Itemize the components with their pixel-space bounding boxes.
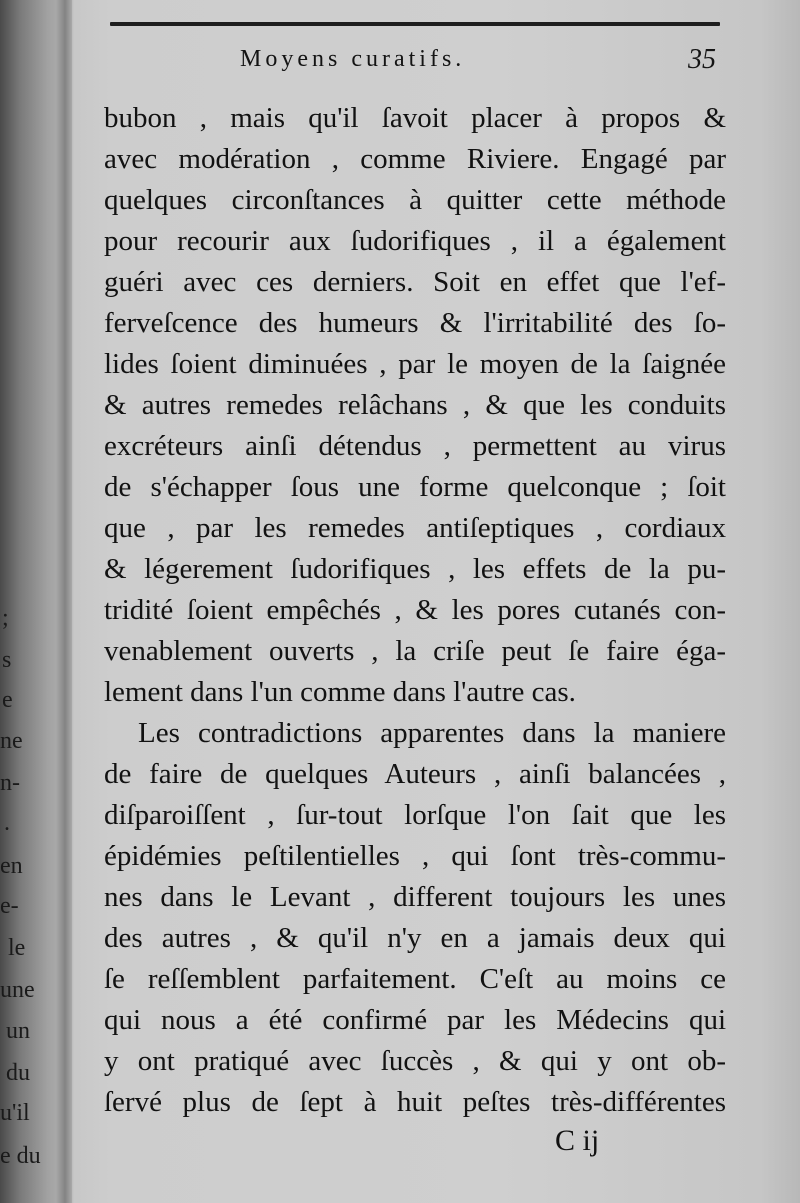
text-line: avec modération , comme Riviere. Engagé par bbox=[104, 143, 726, 175]
text-line: de s'échapper ſous une forme quelconque ; ſoit bbox=[104, 471, 726, 503]
text-line: nes dans le Levant , different toujours les unes bbox=[104, 881, 726, 913]
text-line: de faire de quelques Auteurs , ainſi balancées , bbox=[104, 758, 726, 790]
facing-page-fragment: le bbox=[8, 935, 26, 961]
text-line: venablement ouverts , la criſe peut ſe faire éga- bbox=[104, 635, 726, 667]
facing-page-fragment: e- bbox=[0, 893, 19, 919]
text-line: Les contradictions apparentes dans la maniere bbox=[138, 717, 726, 749]
text-line: guéri avec ces derniers. Soit en effet que l'ef- bbox=[104, 266, 726, 298]
text-line: lides ſoient diminuées , par le moyen de la ſaignée bbox=[104, 348, 726, 380]
text-line: ſe reſſemblent parfaitement. C'eſt au moins ce bbox=[104, 963, 726, 995]
text-line: & légerement ſudorifiques , les effets de la pu- bbox=[104, 553, 726, 585]
text-line: des autres , & qu'il n'y en a jamais deux qui bbox=[104, 922, 726, 954]
binding-fold-shadow bbox=[56, 0, 74, 1203]
text-line: qui nous a été confirmé par les Médecins qui bbox=[104, 1004, 726, 1036]
facing-page-fragment: e bbox=[2, 687, 13, 713]
page-number: 35 bbox=[688, 44, 716, 75]
text-line: quelques circonſtances à quitter cette méthode bbox=[104, 184, 726, 216]
text-line: diſparoiſſent , ſur-tout lorſque l'on ſait que les bbox=[104, 799, 726, 831]
header-rule bbox=[110, 22, 720, 26]
text-line: que , par les remedes antiſeptiques , cordiaux bbox=[104, 512, 726, 544]
facing-page-fragment: en bbox=[0, 853, 23, 879]
facing-page-fragment: s bbox=[2, 647, 12, 673]
text-line: y ont pratiqué avec ſuccès , & qui y ont ob- bbox=[104, 1045, 726, 1077]
facing-page-fragment: une bbox=[0, 977, 35, 1003]
facing-page-fragment: ne bbox=[0, 728, 23, 754]
facing-page-fragment: n- bbox=[0, 770, 20, 796]
facing-page-fragment: du bbox=[6, 1060, 30, 1086]
text-line: & autres remedes relâchans , & que les conduits bbox=[104, 389, 726, 421]
text-line: ſervé plus de ſept à huit peſtes très-différentes bbox=[104, 1086, 726, 1118]
facing-page-fragment: ; bbox=[2, 605, 9, 631]
text-line: épidémies peſtilentielles , qui ſont très-commu- bbox=[104, 840, 726, 872]
body-text bbox=[104, 98, 726, 1123]
text-line: excréteurs ainſi détendus , permettent au virus bbox=[104, 430, 726, 462]
text-line: bubon , mais qu'il ſavoit placer à propos & bbox=[104, 102, 726, 134]
text-line: ferveſcence des humeurs & l'irritabilité des ſo- bbox=[104, 307, 726, 339]
facing-page-fragment: un bbox=[6, 1018, 30, 1044]
facing-page-fragment: e du bbox=[0, 1143, 41, 1169]
facing-page-fragment: u'il bbox=[0, 1100, 30, 1126]
running-head: Moyens curatifs. bbox=[240, 46, 466, 72]
signature-mark: C ij bbox=[555, 1124, 600, 1157]
facing-page-fragments bbox=[0, 0, 40, 1203]
text-line: lement dans l'un comme dans l'autre cas. bbox=[104, 676, 576, 708]
text-line: pour recourir aux ſudorifiques , il a également bbox=[104, 225, 726, 257]
text-line: tridité ſoient empêchés , & les pores cutanés con- bbox=[104, 594, 726, 626]
facing-page-fragment: . bbox=[4, 810, 10, 836]
